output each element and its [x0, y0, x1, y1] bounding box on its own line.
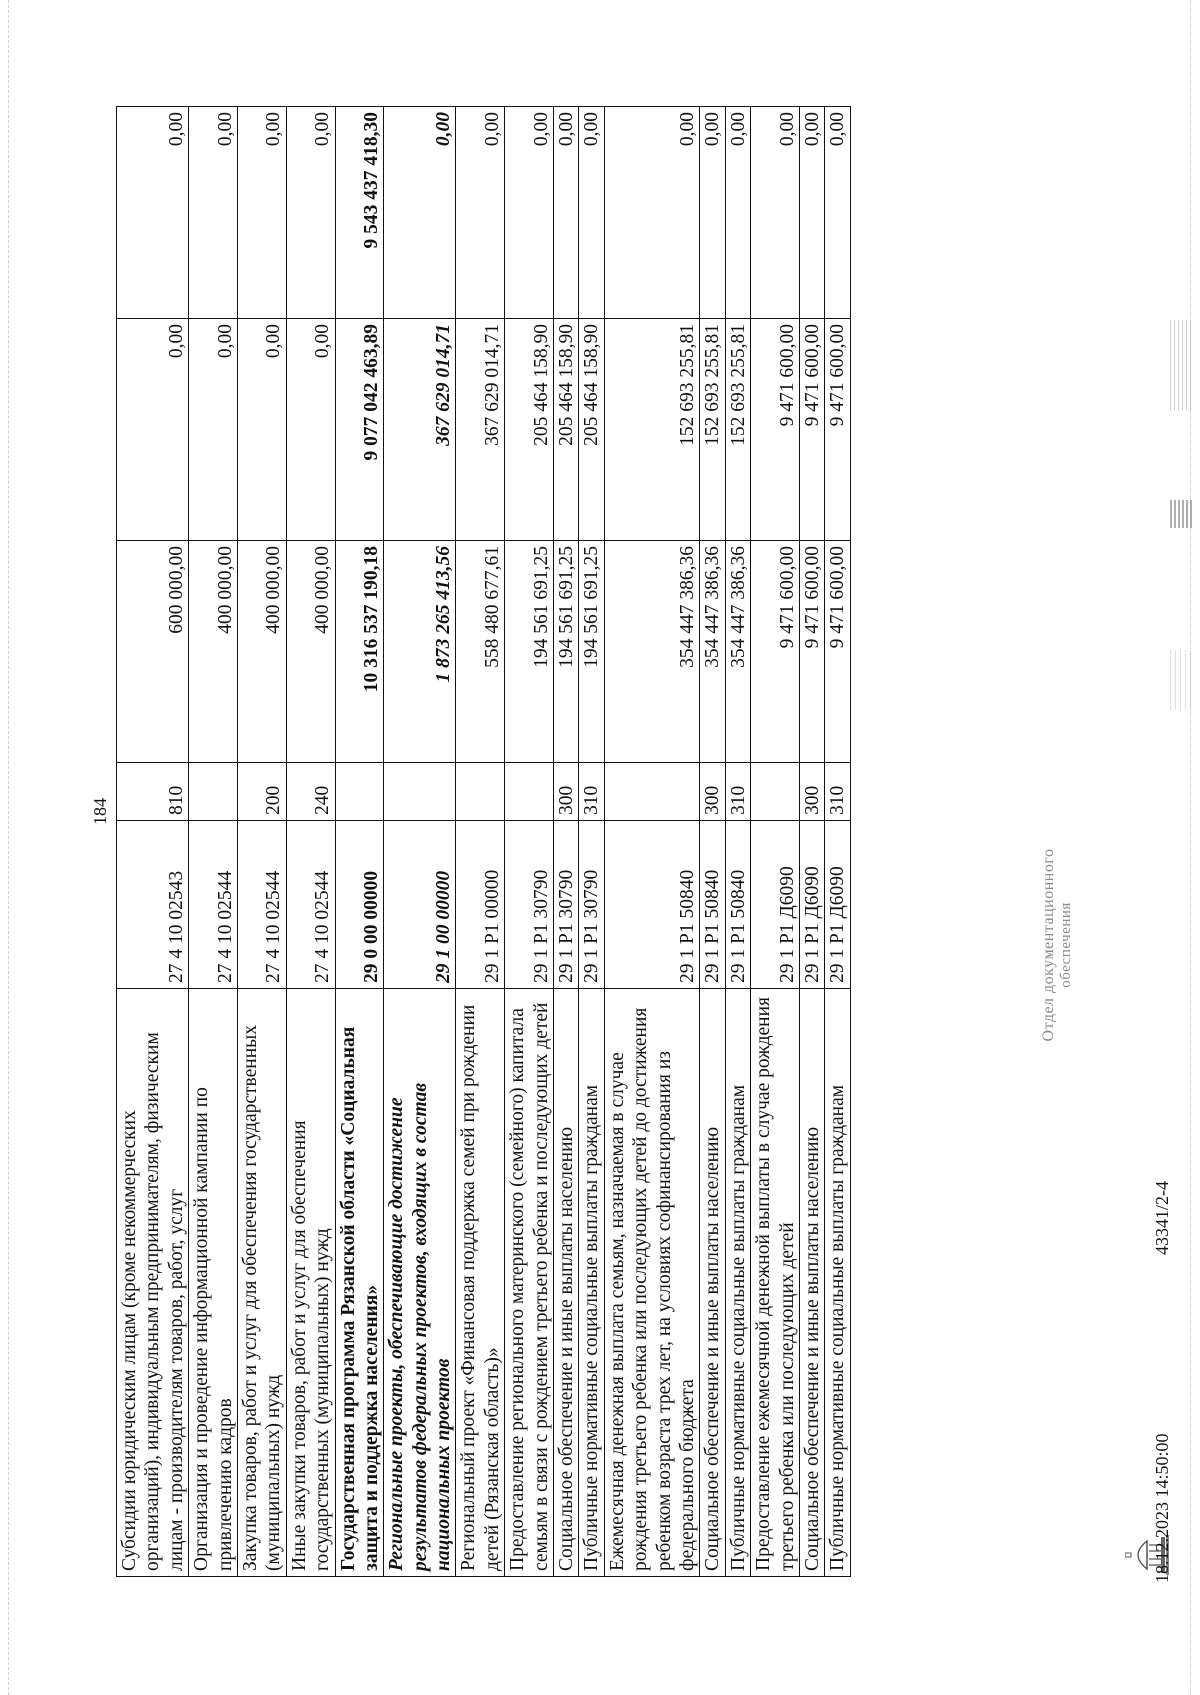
- row-value-2026: 0,00: [700, 107, 725, 319]
- row-value-2024: 400 000,00: [237, 541, 286, 763]
- table-row: [335, 107, 384, 1577]
- table-row: [237, 107, 286, 1577]
- row-name: Публичные нормативные социальные выплаты гражданам: [579, 989, 604, 1577]
- row-name: Иные закупки товаров, работ и услуг для обеспечения государственных (муниципальных) нужд: [286, 989, 335, 1577]
- row-value-2026: 0,00: [799, 107, 824, 319]
- row-name: Субсидии юридическим лицам (кроме некоммерческих организаций), индивидуальным предпринимателям, физическим лицам - производителям товаров, работ, услуг: [117, 989, 189, 1577]
- row-code: 29 1 P1 50840: [604, 821, 700, 989]
- row-value-2024: 400 000,00: [189, 541, 238, 763]
- table-row: [751, 107, 800, 1577]
- row-value-2024: 354 447 386,36: [700, 541, 725, 763]
- row-name: Социальное обеспечение и иные выплаты населению: [799, 989, 824, 1577]
- row-value-2024: 194 561 691,25: [554, 541, 579, 763]
- row-value-2026: 0,00: [286, 107, 335, 319]
- row-name: Государственная программа Рязанской области «Социальная защита и поддержка населения»: [335, 989, 384, 1577]
- row-code: 29 1 P1 50840: [725, 821, 750, 989]
- table-row: [117, 107, 189, 1577]
- row-code: 29 1 P1 30790: [579, 821, 604, 989]
- row-value-2025: 0,00: [237, 319, 286, 541]
- row-code: 27 4 10 02543: [117, 821, 189, 989]
- row-name: Предоставление ежемесячной денежной выплаты в случае рождения третьего ребенка или последующих детей: [751, 989, 800, 1577]
- row-value-2025: 367 629 014,71: [456, 319, 505, 541]
- row-value-2026: 0,00: [237, 107, 286, 319]
- row-value-2024: 9 471 600,00: [825, 541, 850, 763]
- table-row: [799, 107, 824, 1577]
- table-row: [384, 107, 456, 1577]
- row-value-2026: 9 543 437 418,30: [335, 107, 384, 319]
- row-value-2026: 0,00: [456, 107, 505, 319]
- row-name: Социальное обеспечение и иные выплаты населению: [554, 989, 579, 1577]
- row-value-2025: 152 693 255,81: [725, 319, 750, 541]
- row-code: 27 4 10 02544: [237, 821, 286, 989]
- row-code: 29 1 P1 50840: [700, 821, 725, 989]
- row-value-2026: 0,00: [117, 107, 189, 319]
- row-value-2024: 194 561 691,25: [579, 541, 604, 763]
- row-code: 27 4 10 02544: [189, 821, 238, 989]
- row-value-2024: 194 561 691,25: [505, 541, 554, 763]
- row-value-2024: 600 000,00: [117, 541, 189, 763]
- row-value-2024: 9 471 600,00: [799, 541, 824, 763]
- row-expense-type: [189, 763, 238, 821]
- row-code: 29 1 P1 00000: [456, 821, 505, 989]
- row-name: Региональные проекты, обеспечивающие достижение результатов федеральных проектов, входящих в состав национальных проектов: [384, 989, 456, 1577]
- row-value-2026: 0,00: [505, 107, 554, 319]
- row-value-2026: 0,00: [725, 107, 750, 319]
- row-value-2025: 9 471 600,00: [751, 319, 800, 541]
- row-name: Ежемесячная денежная выплата семьям, назначаемая в случае рождения третьего ребенка или последующих детей до достижения ребенком возраста трех лет, на условиях софинансирования из федерального бюджета: [604, 989, 700, 1577]
- row-value-2025: 0,00: [117, 319, 189, 541]
- row-expense-type: 310: [579, 763, 604, 821]
- table-row: [579, 107, 604, 1577]
- row-expense-type: [456, 763, 505, 821]
- row-value-2026: 0,00: [554, 107, 579, 319]
- row-value-2025: 205 464 158,90: [579, 319, 604, 541]
- budget-table: [116, 106, 851, 1577]
- row-expense-type: 300: [700, 763, 725, 821]
- row-value-2025: 367 629 014,71: [384, 319, 456, 541]
- row-name: Закупка товаров, работ и услуг для обеспечения государственных (муниципальных) нужд: [237, 989, 286, 1577]
- table-row: [700, 107, 725, 1577]
- row-value-2026: 0,00: [579, 107, 604, 319]
- row-value-2025: 205 464 158,90: [505, 319, 554, 541]
- table-row: [505, 107, 554, 1577]
- stamp-line-1: Отдел документационного: [1040, 848, 1057, 1042]
- row-expense-type: [751, 763, 800, 821]
- row-value-2025: 9 471 600,00: [799, 319, 824, 541]
- row-expense-type: [335, 763, 384, 821]
- row-expense-type: 200: [237, 763, 286, 821]
- row-name: Региональный проект «Финансовая поддержка семей при рождении детей (Рязанская область)»: [456, 989, 505, 1577]
- row-value-2025: 152 693 255,81: [604, 319, 700, 541]
- row-code: 29 1 P1 30790: [554, 821, 579, 989]
- row-expense-type: 240: [286, 763, 335, 821]
- department-stamp: [1040, 815, 1076, 1075]
- footer-date: 18.12.2023 14:50:00: [1152, 1433, 1172, 1583]
- row-value-2025: 205 464 158,90: [554, 319, 579, 541]
- row-value-2025: 0,00: [286, 319, 335, 541]
- row-expense-type: 310: [825, 763, 850, 821]
- row-value-2025: 9 471 600,00: [825, 319, 850, 541]
- row-name: Социальное обеспечение и иные выплаты населению: [700, 989, 725, 1577]
- row-expense-type: [505, 763, 554, 821]
- row-value-2026: 0,00: [189, 107, 238, 319]
- table-row: [189, 107, 238, 1577]
- row-value-2025: 152 693 255,81: [700, 319, 725, 541]
- table-row: [456, 107, 505, 1577]
- row-name: Предоставление регионального материнского (семейного) капитала семьям в связи с рождением третьего ребенка и последующих детей: [505, 989, 554, 1577]
- table-row: [825, 107, 850, 1577]
- row-expense-type: 300: [554, 763, 579, 821]
- row-name: Организация и проведение информационной кампании по привлечению кадров: [189, 989, 238, 1577]
- row-value-2024: 400 000,00: [286, 541, 335, 763]
- row-value-2024: 1 873 265 413,56: [384, 541, 456, 763]
- row-code: 27 4 10 02544: [286, 821, 335, 989]
- row-code: 29 1 P1 Д6090: [799, 821, 824, 989]
- row-code: 29 0 00 00000: [335, 821, 384, 989]
- table-row: [286, 107, 335, 1577]
- table-row: [604, 107, 700, 1577]
- row-value-2026: 0,00: [604, 107, 700, 319]
- row-expense-type: 300: [799, 763, 824, 821]
- table-row: [554, 107, 579, 1577]
- row-value-2024: 9 471 600,00: [751, 541, 800, 763]
- row-value-2026: 0,00: [825, 107, 850, 319]
- row-name: Публичные нормативные социальные выплаты гражданам: [725, 989, 750, 1577]
- row-expense-type: 310: [725, 763, 750, 821]
- row-expense-type: [604, 763, 700, 821]
- footer-doc-code: 43341/2-4: [1152, 1181, 1172, 1255]
- row-value-2024: 354 447 386,36: [604, 541, 700, 763]
- row-code: 29 1 P1 30790: [505, 821, 554, 989]
- row-value-2024: 10 316 537 190,18: [335, 541, 384, 763]
- row-name: Публичные нормативные социальные выплаты гражданам: [825, 989, 850, 1577]
- row-value-2024: 354 447 386,36: [725, 541, 750, 763]
- row-value-2024: 558 480 677,61: [456, 541, 505, 763]
- stamp-line-2: обеспечения: [1058, 902, 1075, 988]
- row-value-2026: 0,00: [384, 107, 456, 319]
- table-row: [725, 107, 750, 1577]
- row-value-2025: 0,00: [189, 319, 238, 541]
- row-expense-type: 810: [117, 763, 189, 821]
- row-code: 29 1 P1 Д6090: [751, 821, 800, 989]
- row-code: 29 1 00 00000: [384, 821, 456, 989]
- row-value-2026: 0,00: [751, 107, 800, 319]
- row-value-2025: 9 077 042 463,89: [335, 319, 384, 541]
- row-code: 29 1 P1 Д6090: [825, 821, 850, 989]
- page-number: 184: [90, 798, 110, 825]
- row-expense-type: [384, 763, 456, 821]
